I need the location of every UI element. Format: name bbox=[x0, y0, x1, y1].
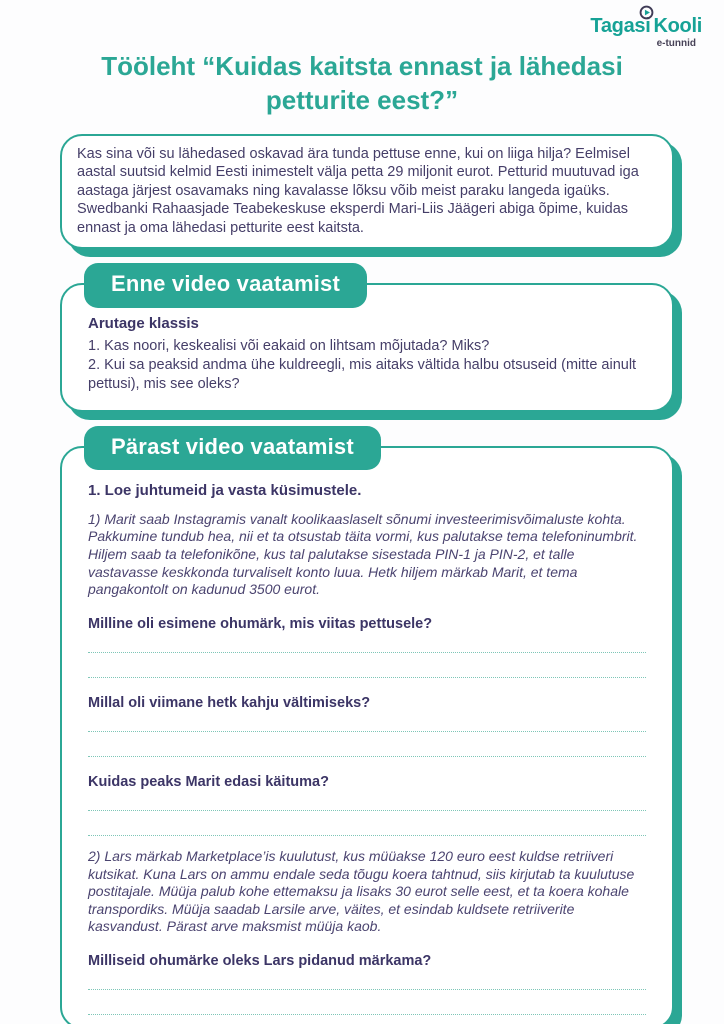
intro-box bbox=[60, 134, 674, 250]
answer-line bbox=[88, 990, 646, 1015]
question-block-1 bbox=[88, 616, 646, 678]
answer-line bbox=[88, 632, 646, 653]
logo-wordmark bbox=[590, 16, 702, 36]
section-before-header: Enne video vaatamist bbox=[84, 263, 367, 307]
question-label: Milliseid ohumärke oleks Lars pidanud märkama? bbox=[88, 953, 432, 970]
play-circle-icon bbox=[639, 4, 654, 24]
section-before-video bbox=[60, 271, 674, 412]
discuss-item-2: 2. Kui sa peaksid andma ühe kuldreegli, mis aitaks vältida halbu otsuseid (mitte ainult pettusi), mis see oleks? bbox=[88, 357, 637, 393]
logo-brand-first: Tagasi bbox=[590, 15, 651, 37]
answer-line bbox=[88, 653, 646, 678]
case-text-1: 1) Marit saab Instagramis vanalt koolikaaslaselt sõnumi investeerimisvõimaluste kohta. Pakkumine tundub hea, nii et ta otsustab täita vormi, kus palutakse tema telefoninumbrit. Hiljem saab ta telefonikõne, kus tal palutakse sisestada PIN-1 ja PIN-2, et talle vastavasse keskkonda turvaliselt konto luua. Hetk hiljem märkab Marit, et tema pangakontolt on kadunud 3500 eurot. bbox=[88, 510, 638, 598]
question-label: Milline oli esimene ohumärk, mis viitas pettusele? bbox=[88, 615, 433, 632]
discuss-item-1: 1. Kas noori, keskealisi või eakaid on lihtsam mõjutada? Miks? bbox=[88, 338, 490, 355]
case-text-2: 2) Lars märkab Marketplace’is kuulutust, kus müüakse 120 euro eest kuldse retriiveri kutsikat. Kuna Lars on ammu endale seda tõugu koera tahtnud, siis kirjutab ta kuulutuse postitajale. Müüja palub kohe ettemaksu ja lisaks 30 eurot selle eest, et ta koera kohale transpordiks. Müüja saadab Larsile arve, väites, et esindab kuldsete retriiverite kasvandust. Pärast arve maksmist müüja kaob. bbox=[88, 847, 635, 935]
discuss-subheading: Arutage klassis bbox=[88, 315, 199, 333]
intro-text: Kas sina või su lähedased oskavad ära tunda pettuse enne, kui on liiga hilja? Eelmisel aastal suutsid kelmid Eesti inimestelt välja petta 29 miljonit eurot. Petturid muutuvad iga aastaga järjest osavamaks ning kavalasse lõksu võib meist paraku langeda igaüks. Swedbanki Rahaasjade Teabekeskuse eksperdi Mari-Liis Jäägeri abiga õpime, kuidas ennast ja oma lähedasi petturite eest kaitsta. bbox=[77, 145, 639, 236]
answer-line bbox=[88, 969, 646, 990]
question-label: Millal oli viimane hetk kahju vältimiseks? bbox=[88, 694, 371, 711]
answer-line bbox=[88, 732, 646, 757]
section-after-header: Pärast video vaatamist bbox=[84, 426, 381, 470]
question-block-4 bbox=[88, 953, 646, 1015]
tagasi-kooli-logo bbox=[590, 16, 702, 49]
logo-subtitle: e-tunnid bbox=[656, 38, 696, 49]
question-block-2 bbox=[88, 695, 646, 757]
question-block-3 bbox=[88, 774, 646, 836]
logo-brand-second: Kooli bbox=[653, 15, 702, 37]
answer-line bbox=[88, 711, 646, 732]
task-heading: 1. Loe juhtumeid ja vasta küsimustele. bbox=[88, 481, 362, 499]
answer-line bbox=[88, 790, 646, 811]
question-label: Kuidas peaks Marit edasi käituma? bbox=[88, 773, 329, 790]
section-after-video bbox=[60, 433, 674, 1024]
page-title: Tööleht “Kuidas kaitsta ennast ja lähedasi petturite eest?” bbox=[101, 51, 623, 115]
answer-line bbox=[88, 811, 646, 836]
